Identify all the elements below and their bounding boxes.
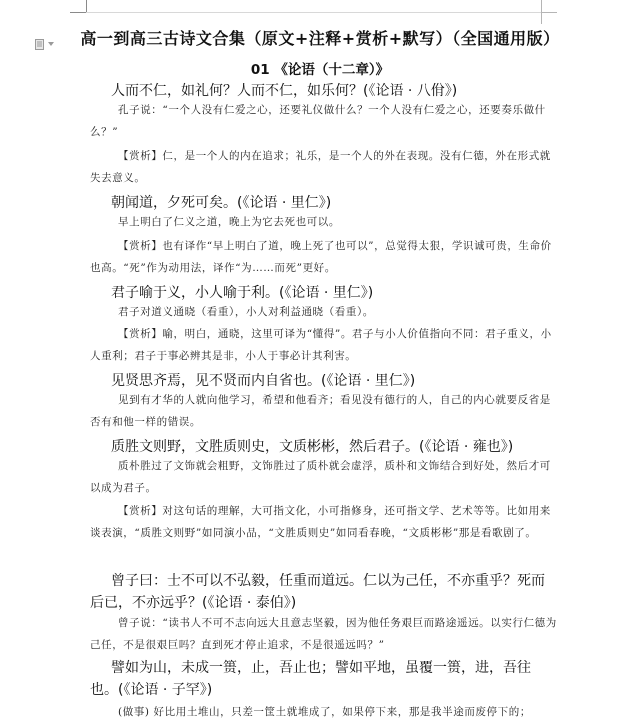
analysis-paragraph: [90, 323, 560, 367]
document-title: 高一到高三古诗文合集（原文+注释+赏析+默写）（全国通用版）: [80, 29, 560, 48]
translation-paragraph: [90, 389, 560, 433]
original-text: 质胜文则野，文胜质则史，文质彬彬，然后君子。(《论语 · 雍也》): [111, 439, 514, 455]
analysis-text: 【赏析】对这句话的理解，大可指文化，小可指修身，还可指文学、艺术等等。比如用来谈表演，“质胜文则野”如同演小品，“文胜质则史”如同看春晚，“文质彬彬”那是看歌剧了。: [90, 505, 551, 539]
translation-paragraph: [90, 301, 560, 323]
original-text: 朝闻道，夕死可矣。(《论语 · 里仁》): [111, 195, 332, 211]
translation-text: 孔子说：“一个人没有仁爱之心，还要礼仪做什么？一个人没有仁爱之心，还要奏乐做什么？”: [90, 104, 546, 138]
translation-text: 曾子说：“读书人不可不志向远大且意志坚毅，因为他任务艰巨而路途遥远。以实行仁德为己任，不是很艰巨吗？直到死才停止追求，不是很遥远吗？”: [90, 617, 557, 651]
analysis-paragraph: [90, 145, 560, 189]
original-text: 见贤思齐焉，见不贤而内自省也。(《论语 · 里仁》): [111, 373, 416, 389]
translation-text: 君子对道义通晓（看重），小人对利益通晓（看重）。: [118, 306, 374, 318]
analysis-text: 【赏析】也有译作“早上明白了道，晚上死了也可以”，总觉得太狠，学识诚可贵，生命价也高。“死”作为动用法，译作“为……而死”更好。: [90, 240, 552, 274]
translation-text: 质朴胜过了文饰就会粗野，文饰胜过了质朴就会虚浮，质朴和文饰结合到好处，然后才可以成为君子。: [90, 460, 551, 494]
analysis-text: 【赏析】仁，是一个人的内在追求；礼乐，是一个人的外在表现。没有仁德，外在形式就失去意义。: [90, 150, 551, 184]
analysis-text: 【赏析】喻，明白，通晓，这里可译为“懂得”。君子与小人价值指向不同：君子重义，小人重利；君子于事必辨其是非，小人于事必计其利害。: [90, 328, 552, 362]
section-heading: 01 《论语（十二章）》: [250, 62, 390, 78]
translation-paragraph: [90, 701, 560, 723]
translation-paragraph: [90, 612, 560, 656]
translation-text: (做事) 好比用土堆山，只差一筐土就堆成了，如果停下来，那是我半途而废停下的；: [118, 706, 531, 718]
original-text: 君子喻于义，小人喻于利。(《论语 · 里仁》): [111, 285, 374, 301]
original-text: 人而不仁，如礼何？人而不仁，如乐何？(《论语 · 八佾》): [111, 83, 458, 99]
original-text: 曾子曰：士不可以不弘毅，任重而道远。仁以为己任，不亦重乎？死而后已，不亦远乎？(《论语 · 泰伯》): [90, 573, 545, 611]
analysis-paragraph: [90, 500, 560, 544]
translation-text: 见到有才华的人就向他学习，希望和他看齐；看见没有德行的人，自己的内心就要反省是否有和他一样的错误。: [90, 394, 551, 428]
analysis-paragraph: [90, 235, 560, 279]
translation-text: 早上明白了仁义之道，晚上为它去死也可以。: [118, 216, 340, 228]
translation-paragraph: [90, 99, 560, 143]
translation-paragraph: [90, 455, 560, 499]
original-text: 譬如为山，未成一篑，止，吾止也；譬如平地，虽覆一篑，进，吾往也。(《论语 · 子罕》): [90, 660, 531, 698]
translation-paragraph: [90, 211, 560, 233]
